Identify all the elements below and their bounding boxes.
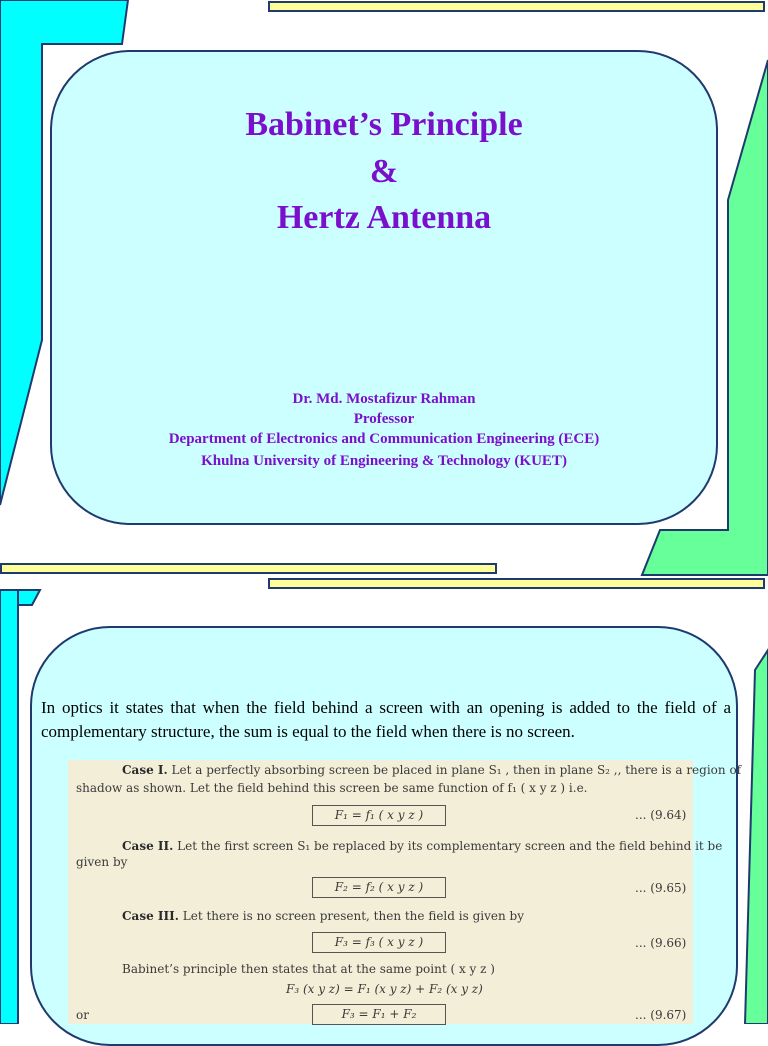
textbook-excerpt-image [68,760,742,1024]
case2-line1: Case II. Let the first screen S₁ be replaced by its complementary screen and the field behind it be [122,839,723,853]
equation-sum: F₃ (x y z) = F₁ (x y z) + F₂ (x y z) [286,982,483,996]
slide2-green-shape [745,650,768,1024]
equation-number-9-67: ... (9.67) [635,1008,687,1022]
slide2-cyan-shape [0,590,18,1024]
equation-9-65: F₂ = f₂ ( x y z ) [312,877,446,898]
author-role: Professor [353,411,415,427]
case1-line1: Case I. Let a perfectly absorbing screen be placed in plane S₁ , then in plane S₂ ,, there is a region of [122,763,742,777]
case2-line2: given by [76,855,128,869]
case1-line2: shadow as shown. Let the field behind this screen be same function of f₁ ( x y z ) i.e. [76,781,588,795]
slide2-cyan-top [18,590,40,605]
equation-number-9-64: ... (9.64) [635,808,687,822]
equation-9-67: F₃ = F₁ + F₂ [312,1004,446,1025]
babinet-statement: Babinet’s principle then states that at the same point ( x y z ) [122,962,495,976]
slide1-title-ampersand: & [369,153,399,190]
equation-9-64: F₁ = f₁ ( x y z ) [312,805,446,826]
slide1-title-line3: Hertz Antenna [276,199,492,236]
slide1-bottom-bar [0,563,497,574]
slide2-intro-text: In optics it states that when the field behind a screen with an opening is added to the field of a complementary structure, the sum is equal to the field when there is no screen. [41,698,731,741]
slide2-top-bar [268,578,765,589]
case2-heading: Case II. [122,839,174,853]
equation-9-66: F₃ = f₃ ( x y z ) [312,932,446,953]
author-name: Dr. Md. Mostafizur Rahman [292,391,476,407]
equation-number-9-65: ... (9.65) [635,881,687,895]
author-department: Department of Electronics and Communication Engineering (ECE) [168,431,600,447]
or-label: or [76,1008,89,1022]
slide1-top-bar [268,1,765,12]
case1-heading: Case I. [122,763,168,777]
equation-number-9-66: ... (9.66) [635,936,687,950]
case3-heading: Case III. [122,909,179,923]
case3-line1: Case III. Let there is no screen present, then the field is given by [122,909,524,923]
slide1-title-line1: Babinet’s Principle [245,106,523,143]
author-university: Khulna University of Engineering & Technology (KUET) [201,453,567,469]
